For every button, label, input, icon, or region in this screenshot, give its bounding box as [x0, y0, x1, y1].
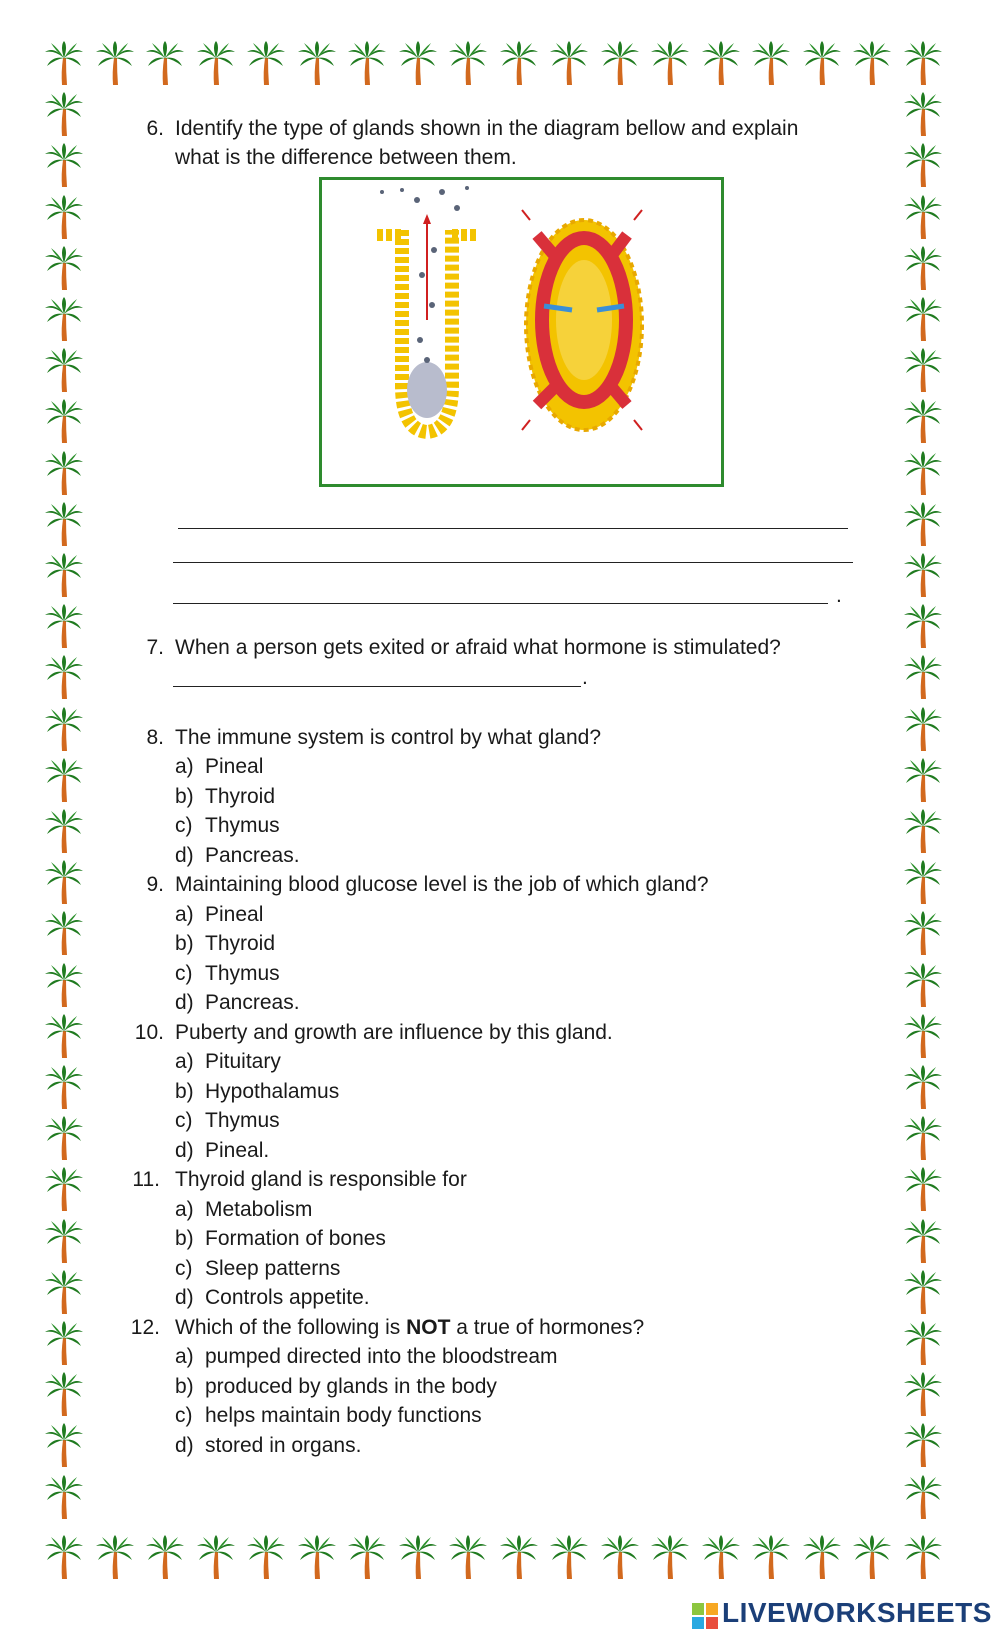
palm-tree-icon: [903, 1320, 943, 1366]
palm-tree-icon: [903, 245, 943, 291]
palm-tree-icon: [903, 808, 943, 854]
question-text: Identify the type of glands shown in the diagram bellow and explain: [175, 117, 799, 140]
palm-tree-icon: [903, 603, 943, 649]
option[interactable]: c) Thymus: [175, 962, 280, 985]
palm-tree-icon: [751, 40, 791, 86]
palm-tree-icon: [448, 40, 488, 86]
option[interactable]: d) Pineal.: [175, 1139, 270, 1162]
palm-tree-icon: [448, 1534, 488, 1580]
option[interactable]: d) Pancreas.: [175, 991, 300, 1014]
liveworksheets-brand[interactable]: LIVEWORKSHEETS: [722, 1597, 992, 1628]
question-number: 7.: [146, 636, 164, 659]
palm-tree-icon: [347, 1534, 387, 1580]
option[interactable]: b) Formation of bones: [175, 1227, 386, 1250]
palm-tree-icon: [903, 1115, 943, 1161]
palm-tree-icon: [903, 194, 943, 240]
palm-tree-icon: [903, 706, 943, 752]
palm-tree-icon: [44, 706, 84, 752]
palm-tree-icon: [903, 1218, 943, 1264]
palm-tree-icon: [903, 1064, 943, 1110]
palm-tree-icon: [44, 1371, 84, 1417]
palm-tree-icon: [44, 347, 84, 393]
palm-tree-icon: [44, 194, 84, 240]
palm-tree-icon: [246, 1534, 286, 1580]
palm-tree-icon: [600, 1534, 640, 1580]
question-number: 11.: [132, 1168, 160, 1191]
question-text: Which of the following is NOT a true of hormones?: [175, 1316, 645, 1339]
palm-tree-icon: [903, 1474, 943, 1520]
palm-tree-icon: [44, 1218, 84, 1264]
question-text: The immune system is control by what gland?: [175, 726, 602, 749]
palm-tree-icon: [44, 1064, 84, 1110]
question-number: 9.: [146, 873, 164, 896]
palm-tree-icon: [44, 91, 84, 137]
palm-tree-icon: [44, 603, 84, 649]
palm-tree-icon: [44, 398, 84, 444]
palm-tree-icon: [44, 552, 84, 598]
palm-tree-icon: [44, 1269, 84, 1315]
palm-tree-icon: [196, 40, 236, 86]
palm-tree-icon: [903, 1422, 943, 1468]
palm-tree-icon: [44, 1013, 84, 1059]
question-number: 8.: [146, 726, 164, 749]
option[interactable]: b) Hypothalamus: [175, 1080, 340, 1103]
palm-tree-icon: [903, 654, 943, 700]
palm-tree-icon: [44, 501, 84, 547]
palm-tree-icon: [44, 142, 84, 188]
option[interactable]: d) Pancreas.: [175, 844, 300, 867]
palm-tree-icon: [802, 40, 842, 86]
glands-diagram: [319, 177, 724, 487]
answer-line[interactable]: [173, 686, 581, 687]
palm-tree-icon: [44, 1474, 84, 1520]
option[interactable]: c) helps maintain body functions: [175, 1404, 482, 1427]
palm-tree-icon: [852, 40, 892, 86]
palm-tree-icon: [44, 1115, 84, 1161]
exocrine-endocrine-illustration: [322, 180, 721, 484]
palm-tree-icon: [145, 1534, 185, 1580]
palm-tree-icon: [903, 1166, 943, 1212]
palm-tree-icon: [44, 245, 84, 291]
option[interactable]: b) Thyroid: [175, 785, 276, 808]
palm-tree-icon: [903, 1371, 943, 1417]
question-text: what is the difference between them.: [175, 146, 517, 169]
palm-tree-icon: [903, 40, 943, 86]
palm-tree-icon: [600, 40, 640, 86]
palm-tree-icon: [903, 1013, 943, 1059]
option[interactable]: d) Controls appetite.: [175, 1286, 370, 1309]
option[interactable]: a) Metabolism: [175, 1198, 313, 1221]
question-text: Thyroid gland is responsible for: [175, 1168, 467, 1191]
palm-tree-icon: [44, 1166, 84, 1212]
palm-tree-icon: [903, 347, 943, 393]
palm-tree-icon: [903, 1534, 943, 1580]
palm-tree-icon: [751, 1534, 791, 1580]
option[interactable]: d) stored in organs.: [175, 1434, 362, 1457]
palm-tree-icon: [903, 142, 943, 188]
option[interactable]: a) pumped directed into the bloodstream: [175, 1345, 558, 1368]
answer-line[interactable]: [178, 528, 848, 529]
endocrine-gland-icon: [522, 210, 642, 430]
palm-tree-icon: [44, 40, 84, 86]
palm-tree-icon: [44, 859, 84, 905]
question-text: Maintaining blood glucose level is the job of which gland?: [175, 873, 709, 896]
palm-tree-icon: [44, 654, 84, 700]
palm-tree-icon: [44, 1320, 84, 1366]
palm-tree-icon: [903, 757, 943, 803]
palm-tree-icon: [44, 962, 84, 1008]
palm-tree-icon: [145, 40, 185, 86]
palm-tree-icon: [44, 450, 84, 496]
option[interactable]: b) Thyroid: [175, 932, 276, 955]
palm-tree-icon: [196, 1534, 236, 1580]
palm-tree-icon: [95, 40, 135, 86]
palm-tree-icon: [701, 1534, 741, 1580]
palm-tree-icon: [499, 40, 539, 86]
end-mark: .: [836, 584, 842, 607]
exocrine-gland-icon: [377, 186, 477, 432]
palm-tree-icon: [44, 1422, 84, 1468]
palm-tree-icon: [903, 1269, 943, 1315]
palm-tree-icon: [347, 40, 387, 86]
palm-tree-icon: [297, 40, 337, 86]
question-text: When a person gets exited or afraid what hormone is stimulated?: [175, 636, 781, 659]
palm-tree-icon: [44, 296, 84, 342]
palm-tree-icon: [903, 962, 943, 1008]
liveworksheets-logo-icon: [692, 1603, 718, 1629]
palm-tree-icon: [701, 40, 741, 86]
answer-line[interactable]: [173, 562, 853, 563]
palm-tree-icon: [903, 910, 943, 956]
answer-line[interactable]: [173, 603, 828, 604]
palm-tree-icon: [802, 1534, 842, 1580]
option[interactable]: a) Pineal: [175, 903, 264, 926]
palm-tree-icon: [95, 1534, 135, 1580]
option[interactable]: c) Thymus: [175, 814, 280, 837]
palm-tree-icon: [398, 1534, 438, 1580]
palm-tree-icon: [903, 859, 943, 905]
palm-tree-icon: [398, 40, 438, 86]
question-number: 12.: [130, 1316, 160, 1339]
palm-tree-icon: [44, 808, 84, 854]
option[interactable]: c) Sleep patterns: [175, 1257, 341, 1280]
option[interactable]: a) Pineal: [175, 755, 264, 778]
palm-tree-icon: [44, 910, 84, 956]
palm-tree-icon: [44, 1534, 84, 1580]
palm-tree-icon: [650, 1534, 690, 1580]
palm-tree-icon: [499, 1534, 539, 1580]
palm-tree-icon: [903, 398, 943, 444]
palm-tree-icon: [903, 552, 943, 598]
palm-tree-icon: [903, 296, 943, 342]
palm-tree-icon: [903, 450, 943, 496]
palm-tree-icon: [246, 40, 286, 86]
palm-tree-icon: [549, 40, 589, 86]
palm-tree-icon: [650, 40, 690, 86]
question-number: 10.: [134, 1021, 164, 1044]
question-number: 6.: [146, 117, 164, 140]
palm-tree-icon: [903, 501, 943, 547]
palm-tree-icon: [903, 91, 943, 137]
option[interactable]: a) Pituitary: [175, 1050, 281, 1073]
palm-tree-icon: [44, 757, 84, 803]
option[interactable]: c) Thymus: [175, 1109, 280, 1132]
end-mark: .: [582, 666, 588, 689]
not-emphasis: NOT: [406, 1316, 451, 1339]
option[interactable]: b) produced by glands in the body: [175, 1375, 497, 1398]
palm-tree-icon: [549, 1534, 589, 1580]
question-text: Puberty and growth are influence by this gland.: [175, 1021, 613, 1044]
palm-tree-icon: [852, 1534, 892, 1580]
palm-tree-icon: [297, 1534, 337, 1580]
